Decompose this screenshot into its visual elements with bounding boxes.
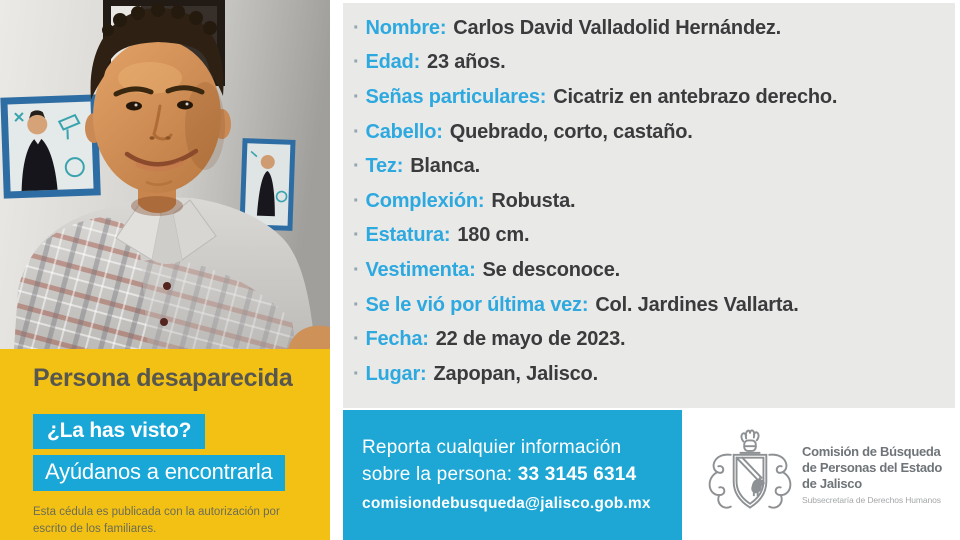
contact-box: [343, 410, 682, 540]
bullet: ·: [353, 85, 360, 108]
bullet: ·: [353, 362, 360, 385]
bullet: ·: [353, 120, 360, 143]
info-label: Se le vió por última vez:: [365, 293, 589, 316]
info-label: Estatura:: [365, 224, 451, 247]
info-label: Cabello:: [365, 120, 443, 143]
bullet: ·: [353, 16, 360, 39]
org-branding: [682, 408, 960, 540]
org-text: [802, 444, 942, 505]
info-row-ultima-vez: [353, 288, 955, 323]
info-value: Carlos David Valladolid Hernández.: [453, 16, 782, 39]
phone-number: 33 3145 6314: [517, 464, 637, 485]
info-value: Quebrado, corto, castaño.: [449, 120, 693, 143]
info-value: Se desconoce.: [482, 258, 621, 281]
info-value: Col. Jardines Vallarta.: [595, 293, 799, 316]
bullet: ·: [353, 328, 360, 351]
info-value: 22 de mayo de 2023.: [435, 328, 626, 351]
org-subtitle: Subsecretaría de Derechos Humanos: [802, 494, 941, 505]
info-label: Señas particulares:: [365, 85, 547, 108]
org-name-line: de Jalisco: [802, 475, 862, 491]
info-panel: [343, 3, 955, 408]
info-value: 180 cm.: [457, 224, 530, 247]
portrait-illustration: [0, 0, 330, 349]
info-label: Nombre:: [365, 16, 447, 39]
info-value: Robusta.: [491, 189, 576, 212]
bullet: ·: [353, 189, 360, 212]
info-row-complexion: [353, 184, 955, 219]
info-row-tez: [353, 149, 955, 184]
campaign-title: Persona desaparecida: [33, 364, 293, 392]
info-label: Tez:: [365, 155, 404, 178]
info-value: Blanca.: [410, 155, 480, 178]
info-label: Lugar:: [365, 362, 427, 385]
info-value: Cicatriz en antebrazo derecho.: [553, 85, 838, 108]
info-row-fecha: [353, 322, 955, 357]
campaign-panel: [0, 349, 330, 540]
bullet: ·: [353, 258, 360, 281]
info-row-nombre: [353, 11, 955, 46]
contact-text: sobre la persona:: [362, 464, 518, 485]
missing-person-photo: [0, 0, 330, 349]
bullet: ·: [353, 155, 360, 178]
jalisco-coat-of-arms-icon: [702, 426, 798, 522]
framed-picture-left: [0, 94, 100, 198]
info-label: Fecha:: [365, 328, 429, 351]
info-row-senas-particulares: [353, 80, 955, 115]
info-row-vestimenta: [353, 253, 955, 288]
info-row-estatura: [353, 219, 955, 254]
org-name-line: de Personas del Estado: [802, 459, 943, 475]
bullet: ·: [353, 293, 360, 316]
info-row-edad: [353, 46, 955, 81]
contact-line-2: [362, 461, 668, 488]
info-label: Vestimenta:: [365, 258, 476, 281]
info-row-lugar: [353, 357, 955, 392]
email-address: comisiondebusqueda@jalisco.gob.mx: [362, 495, 651, 512]
org-name-line: Comisión de Búsqueda: [802, 443, 941, 459]
bullet: ·: [353, 224, 360, 247]
info-row-cabello: [353, 115, 955, 150]
bullet: ·: [353, 51, 360, 74]
contact-text: Reporta cualquier información: [362, 437, 622, 458]
info-value: 23 años.: [427, 51, 506, 74]
disclaimer-text: Esta cédula es publicada con la autorización por escrito de los familiares.: [33, 506, 280, 535]
question-banner: ¿La has visto?: [33, 414, 205, 449]
help-banner: Ayúdanos a encontrarla: [33, 455, 285, 491]
contact-line-1: [362, 434, 668, 461]
info-value: Zapopan, Jalisco.: [433, 362, 598, 385]
info-label: Edad:: [365, 51, 421, 74]
info-label: Complexión:: [365, 189, 485, 212]
